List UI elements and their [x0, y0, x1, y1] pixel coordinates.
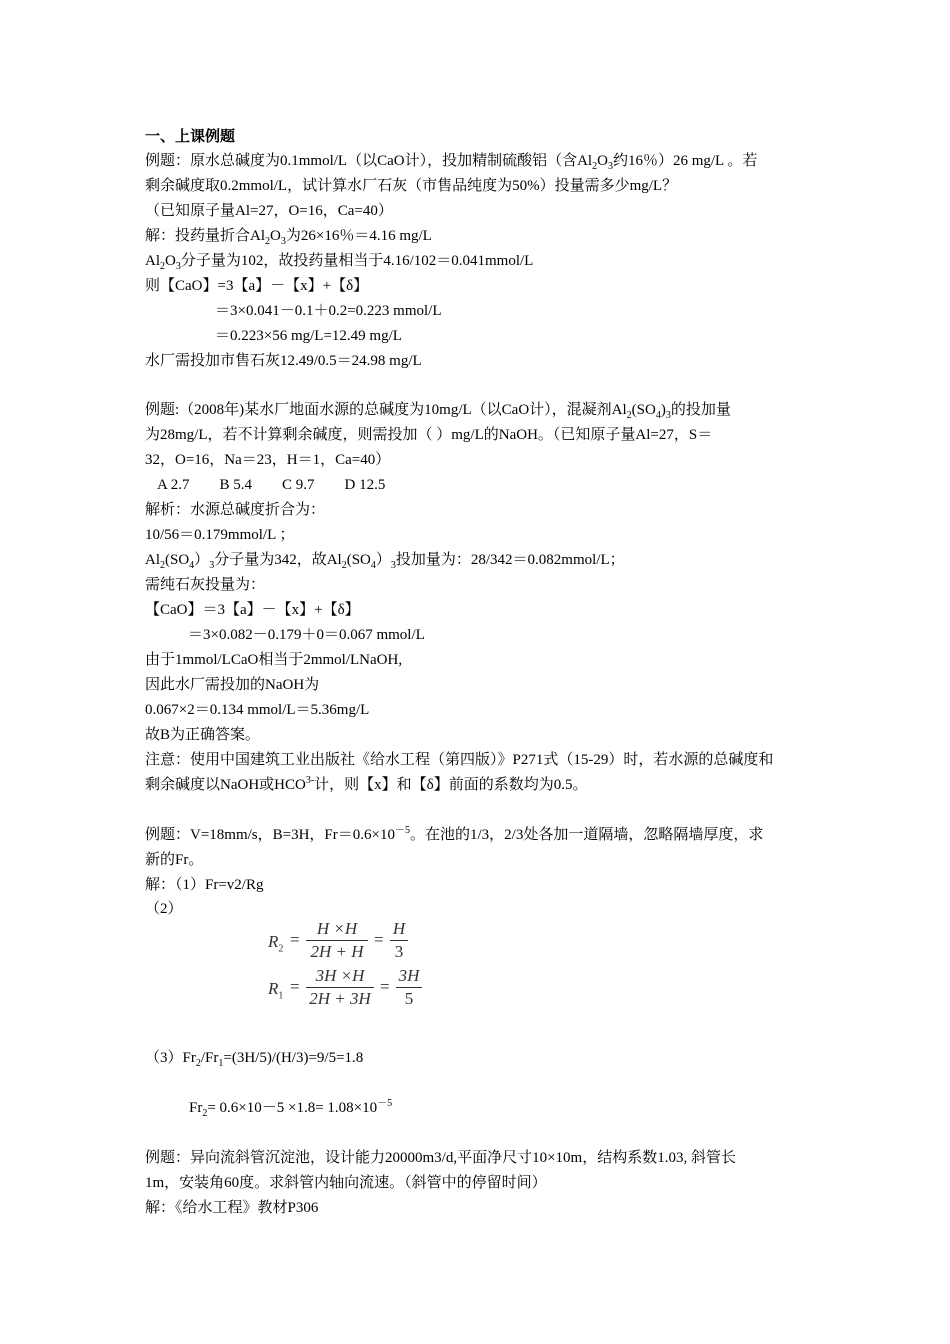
ex2-analysis-line-9: 0.067×2＝0.134 mmol/L＝5.36mg/L: [145, 702, 370, 718]
ex1-solution-line-1: 解：投药量折合$Al_2O_3$为26×16％＝4.16 mg/L: [145, 228, 432, 247]
r2-fraction-1: H ×H 2H + H: [306, 918, 368, 963]
ex1-question-line-3: （已知原子量Al=27，O=16，Ca=40）: [145, 203, 393, 219]
ex2-analysis-line-1: 解析：水源总碱度折合为：: [145, 502, 326, 518]
section-heading: 一、上课例题: [145, 129, 236, 145]
ex2-options: [157, 475, 415, 495]
ex4-question-line-2: 1m，安装角60度。求斜管内轴向流速。（斜管中的停留时间）: [145, 1175, 547, 1191]
ex3-solution-line-3: $(3)Fr_2/Fr_1=(3H/5)/(H/3)=9/5=1.8$: [145, 1050, 364, 1069]
ex2-analysis-line-4: 需纯石灰投量为：: [145, 577, 266, 593]
ex4-solution-line-1: 解：《给水工程》教材P306: [145, 1200, 319, 1216]
ex2-note-line-1: 注意：使用中国建筑工业出版社《给水工程（第四版）》P271式（15-29）时，若水源的总碱度和: [145, 752, 774, 768]
ex3-solution-line-1: 解：（1）Fr=v2/Rg: [145, 877, 264, 893]
ex2-note-line-2: 剩余碱度以NaOH或$HCO^{3-}$计，则【x】和【δ】前面的系数均为0.5。: [145, 775, 588, 793]
ex2-analysis-line-3: $Al_2(SO_4)_3$分子量为342，故$Al_2(SO_4)_3$投加量为：28/342＝0.082mmol/L；: [145, 552, 625, 571]
ex2-question-line-1: 例题:（2008年)某水厂地面水源的总碱度为10mg/L（以CaO计），混凝剂$Al_2(SO_4)_3$的投加量: [145, 402, 731, 421]
ex2-analysis-line-6: ＝3×0.082－0.179＋0＝0.067 mmol/L: [188, 627, 425, 643]
r2-fraction-2: H 3: [390, 918, 408, 963]
ex1-solution-line-5: ＝0.223×56 mg/L=12.49 mg/L: [215, 328, 402, 344]
ex3-question-line-2: 新的Fr。: [145, 852, 204, 868]
option-a: A 2.7: [157, 477, 190, 493]
option-c: C 9.7: [282, 477, 315, 493]
ex1-question-line-1: 例题：原水总碱度为0.1mmol/L（以CaO计），投加精制硫酸铝（含$Al_2O_3$约16％）26 mg/L 。若: [145, 153, 758, 172]
ex1-solution-line-6: 水厂需投加市售石灰12.49/0.5＝24.98 mg/L: [145, 353, 422, 369]
option-b: B 5.4: [219, 477, 253, 493]
r1-fraction-1: 3H ×H 2H + 3H: [306, 965, 374, 1010]
ex1-solution-line-4: ＝3×0.041－0.1＋0.2=0.223 mmol/L: [215, 303, 442, 319]
ex3-solution-line-4: $Fr_2= 0.6\times 10-5 \times 1.8= 1.08\times 10^{-5}$: [189, 1098, 393, 1119]
r1-fraction-2: 3H 5: [396, 965, 422, 1010]
ex2-analysis-line-10: 故B为正确答案。: [145, 727, 261, 743]
ex2-analysis-line-2: 10/56＝0.179mmol/L ；: [145, 527, 295, 543]
ex1-question-line-2: 剩余碱度取0.2mmol/L，试计算水厂石灰（市售品纯度为50%）投量需多少mg/L？: [145, 178, 678, 194]
ex2-analysis-line-8: 因此水厂需投加的NaOH为: [145, 677, 320, 693]
ex2-analysis-line-7: 由于1mmol/LCaO相当于2mmol/LNaOH,: [145, 652, 403, 668]
ex3-solution-line-2: （2）: [145, 901, 183, 917]
document-page: 一、上课例题 例题：原水总碱度为0.1mmol/L（以CaO计），投加精制硫酸铝（含$Al_2O_3$约16％）26 mg/L 。若 剩余碱度取0.2mmol/L，试计算水厂石灰（市售品纯度为50%）投量需多少mg/L？ （已知原子量Al=27，O=16，Ca=40） 解：投药量折合$Al_2O_3$为26×16％＝4.16 mg/L $Al_2O_3$分子量为102，故投药量相当于4.16/102＝0.041mmol/L 则【CaO】=3【a】－【x】+【δ】 ＝3×0.041－0.1＋0.2=0.223 mmol/L ＝0.223×56 mg/L=12.49 mg/L 水厂需投加市售石灰12.49/0.5＝24.98 mg/L 例题:（2008年)某水厂地面水源的总碱度为10mg/L（以CaO计），混凝剂$Al_2(SO_4)_3$的投加量 为28mg/L，若不计算剩余碱度，则需投加（ ）mg/L的NaOH。（已知原子量Al=27，S＝ 32，O=16，Na＝23，H＝1，Ca=40） A 2.7 B 5.4 C 9.7 D 12.5 解析：水源总碱度折合为： 10/56＝0.179mmol/L ； $Al_2(SO_4)_3$分子量为342，故$Al_2(SO_4)_3$投加量为：28/342＝0.082mmol/L； 需纯石灰投量为： 【CaO】＝3【a】－【x】+【δ】 ＝3×0.082－0.179＋0＝0.067 mmol/L 由于1mmol/LCaO相当于2mmol/LNaOH, 因此水厂需投加的NaOH为 0.067×2＝0.134 mmol/L＝5.36mg/L 故B为正确答案。 注意：使用中国建筑工业出版社《给水工程（第四版）》P271式（15-29）时，若水源的总碱度和 剩余碱度以NaOH或$HCO^{3-}$计，则【x】和【δ】前面的系数均为0.5。 例题：V=18mm/s，B=3H，$Fr=0.6\times 10^{-5}$。在池的1/3，2/3处各加一道隔墙，忽略隔墙厚度，求 新的Fr。 解：（1）Fr=v2/Rg （2） $R_2$ = H ×H 2H + H = H 3 $R_1$ = 3H ×H 2H + 3H = 3H 5 $(3)Fr_2/Fr_1=(3H/5)/(H/3)=9/5=1.8$ $Fr_2= 0.6\times 10-5 \times 1.8= 1.08\times 10^{-5}$ 例题：异向流斜管沉淀池，设计能力20000m3/d,平面净尺寸10×10m，结构系数1.03, 斜管长 1m，安装角60度。求斜管内轴向流速。（斜管中的停留时间） 解：《给水工程》教材P306: [145, 129, 774, 1216]
ex1-solution-line-3: 则【CaO】=3【a】－【x】+【δ】: [145, 278, 369, 294]
ex4-question-line-1: 例题：异向流斜管沉淀池，设计能力20000m3/d,平面净尺寸10×10m，结构系数1.03, 斜管长: [145, 1150, 736, 1166]
ex2-analysis-line-5: 【CaO】＝3【a】－【x】+【δ】: [145, 602, 360, 618]
ex3-question-line-1: 例题：V=18mm/s，B=3H，$Fr=0.6\times 10^{-5}$。在池的1/3，2/3处各加一道隔墙，忽略隔墙厚度，求: [145, 825, 764, 843]
ex2-question-line-2: 为28mg/L，若不计算剩余碱度，则需投加（ ）mg/L的NaOH。（已知原子量Al=27，S＝: [145, 427, 713, 443]
option-d: D 12.5: [344, 477, 386, 493]
ex1-solution-line-2: $Al_2O_3$分子量为102，故投药量相当于4.16/102＝0.041mmol/L: [145, 253, 534, 272]
ex2-question-line-3: 32，O=16，Na＝23，H＝1，Ca=40）: [145, 452, 391, 468]
